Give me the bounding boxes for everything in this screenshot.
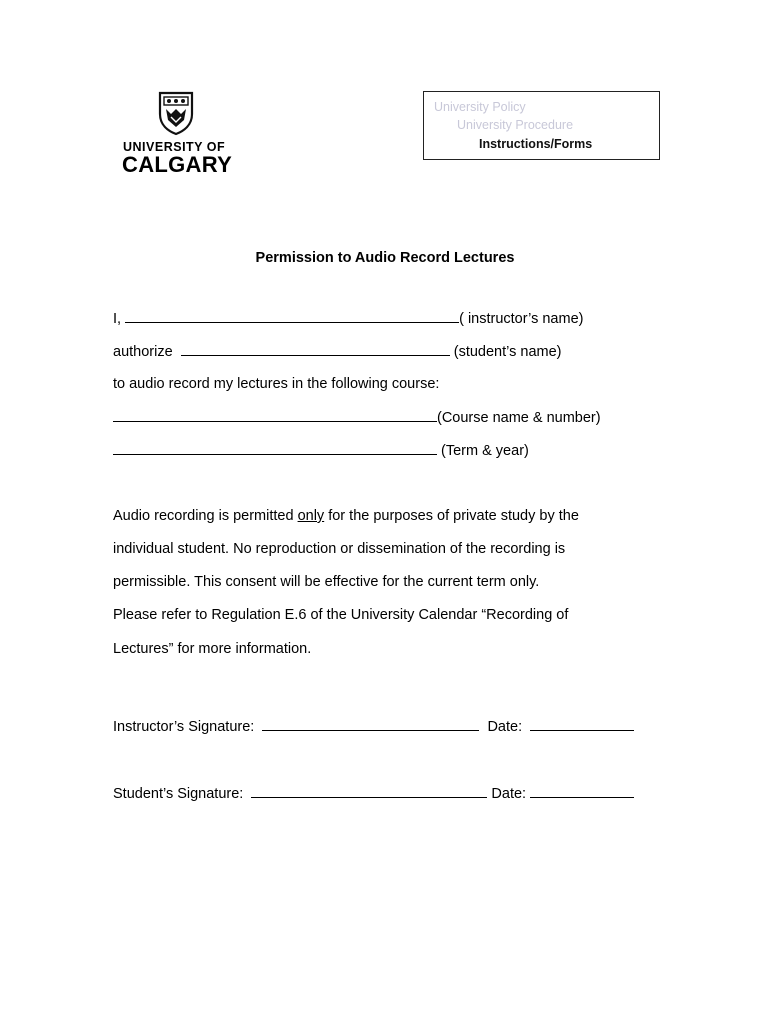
body-paragraph-line-3: permissible. This consent will be effective for the current term only. [113,574,540,590]
course-field[interactable] [113,409,437,422]
emphasis-only: only [297,508,325,524]
form-title: Permission to Audio Record Lectures [255,250,515,266]
instructor-date-label: Date: [487,719,523,735]
instructor-name-row [113,310,583,327]
student-date-label: Date: [491,786,527,802]
instructor-signature-label: Instructor’s Signature: [113,719,255,735]
term-label: (Term & year) [441,443,529,459]
course-intro-text: to audio record my lectures in the following course: [113,376,440,392]
instructor-name-label: ( instructor’s name) [459,311,584,327]
university-crest-icon [157,90,195,136]
instructor-prefix: I, [113,311,122,327]
instructor-name-field[interactable] [125,310,459,323]
body-paragraph-line-1 [113,508,579,524]
course-row [113,409,601,426]
body-paragraph-line-5: Lectures” for more information. [113,641,312,657]
instructor-signature-row [113,718,634,735]
student-signature-row [113,785,634,802]
logo-university-of: UNIVERSITY OF [123,140,226,154]
student-name-row [113,343,561,360]
instructor-signature-field[interactable] [262,718,479,731]
student-signature-field[interactable] [251,785,487,798]
authorize-label: authorize [113,344,173,360]
student-signature-label: Student’s Signature: [113,786,244,802]
body-paragraph-line-4: Please refer to Regulation E.6 of the University Calendar “Recording of [113,607,569,623]
student-name-label: (student’s name) [453,344,562,360]
policy-label: University Policy [434,100,526,114]
student-name-field[interactable] [181,343,450,356]
instructor-date-field[interactable] [530,718,634,731]
student-date-field[interactable] [530,785,634,798]
procedure-label: University Procedure [457,118,574,132]
term-field[interactable] [113,442,437,455]
logo-calgary: CALGARY [122,152,233,177]
body-paragraph-line-2: individual student. No reproduction or dissemination of the recording is [113,541,566,557]
body-text: Audio recording is permitted [113,508,298,524]
term-row [113,442,529,459]
body-text: for the purposes of private study by the [324,508,579,524]
instructions-forms-label: Instructions/Forms [479,137,593,151]
university-logo [120,90,235,177]
course-label: (Course name & number) [437,410,601,426]
policy-type-box [423,91,660,160]
